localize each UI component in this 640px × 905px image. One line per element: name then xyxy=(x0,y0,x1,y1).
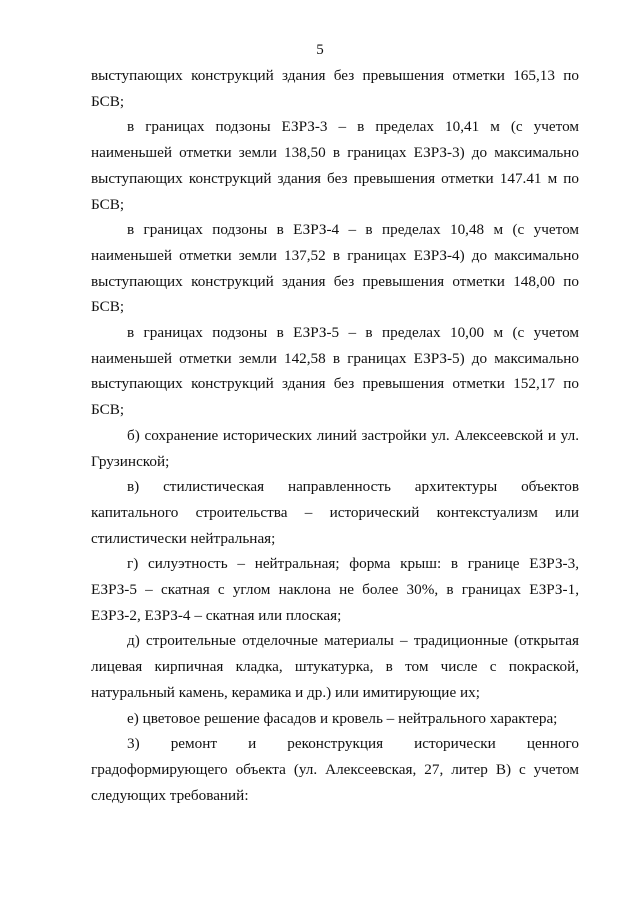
paragraph: в границах подзоны ЕЗРЗ-3 – в пределах 10,41 м (с учетом наименьшей отметки земли 138,50 в границах ЕЗРЗ-3) до максимально выступающих конструкций здания без превышения отметки 147.41 м по БСВ; xyxy=(91,118,579,213)
page-number: 5 xyxy=(316,42,324,58)
paragraph: в границах подзоны в ЕЗРЗ-4 – в пределах 10,48 м (с учетом наименьшей отметки земли 137,52 в границах ЕЗРЗ-4) до максимально выступающих конструкций здания без превышения отметки 148,00 по БСВ; xyxy=(91,221,579,316)
paragraph: г) силуэтность – нейтральная; форма крыш: в границе ЕЗРЗ-3, ЕЗРЗ-5 – скатная с углом наклона не более 30%, в границах ЕЗРЗ-1, ЕЗРЗ-2, ЕЗРЗ-4 – скатная или плоская; xyxy=(91,555,579,624)
paragraph: е) цветовое решение фасадов и кровель – нейтрального характера; xyxy=(127,709,558,727)
paragraph: д) строительные отделочные материалы – традиционные (открытая лицевая кирпичная кладка, штукатурка, в том числе с покраской, натуральный камень, керамика и др.) или имитирующие их; xyxy=(91,632,579,701)
paragraph: б) сохранение исторических линий застройки ул. Алексеевской и ул. Грузинской; xyxy=(91,426,579,470)
paragraph: выступающих конструкций здания без превышения отметки 165,13 по БСВ; xyxy=(91,67,579,110)
paragraph: 3) ремонт и реконструкция исторически ценного градоформирующего объекта (ул. Алексеевская, 27, литер В) с учетом следующих требований: xyxy=(91,735,579,804)
paragraph: в границах подзоны в ЕЗРЗ-5 – в пределах 10,00 м (с учетом наименьшей отметки земли 142,58 в границах ЕЗРЗ-5) до максимально выступающих конструкций здания без превышения отметки 152,17 по БСВ; xyxy=(91,324,579,419)
paragraph: в) стилистическая направленность архитектуры объектов капитального строительства – исторический контекстуализм или стилистически нейтральная; xyxy=(91,478,579,547)
body-text xyxy=(91,63,579,808)
